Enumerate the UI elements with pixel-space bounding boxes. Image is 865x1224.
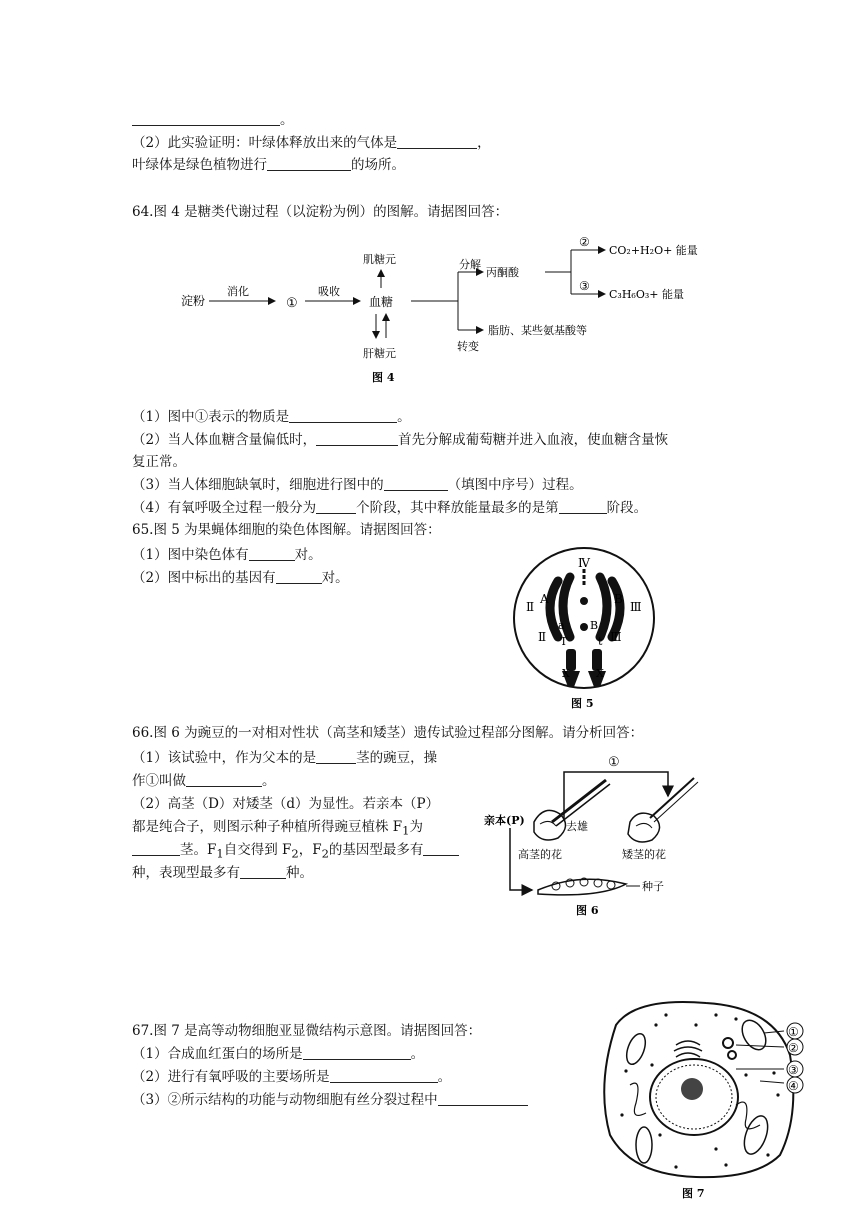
liver-glycogen-label: 肝糖元: [363, 347, 396, 360]
q64-q2-line: [132, 428, 668, 448]
chromosome-iv-dot: [580, 597, 588, 605]
q64-q1-line: [132, 405, 411, 425]
nucleolus: [681, 1078, 703, 1100]
tweezers: [552, 780, 606, 822]
answer-blank[interactable]: [438, 1091, 528, 1106]
q63-part2-line2: [132, 153, 405, 173]
gene-a-label: a: [558, 619, 565, 632]
text: （2）进行有氧呼吸的主要场所是: [132, 1069, 330, 1085]
chromosome-iii-left: [600, 577, 607, 637]
q66-line6: [132, 861, 313, 881]
pyruvate-label: 丙酮酸: [486, 266, 519, 279]
text: 的场所。: [351, 157, 405, 173]
mitochondrion: [636, 1127, 652, 1163]
subscript: 1: [216, 846, 224, 861]
answer-blank[interactable]: [316, 431, 398, 446]
answer-blank[interactable]: [249, 546, 295, 561]
figure-5-chromosome-diagram: [500, 537, 670, 715]
answer-blank[interactable]: [132, 841, 180, 856]
answer-blank[interactable]: [316, 749, 356, 764]
q64-title: 64.图 4 是糖类代谢过程（以淀粉为例）的图解。请据图回答：: [132, 204, 509, 220]
text: ，: [477, 135, 491, 151]
figure-7-caption: 图 7: [682, 1187, 705, 1200]
answer-blank[interactable]: [132, 111, 280, 126]
chromosome-ii-left: [550, 581, 558, 637]
figure-7-animal-cell-diagram: [596, 985, 810, 1205]
label-III-top: Ⅲ: [630, 600, 642, 614]
label-2: ②: [788, 1041, 799, 1055]
seed-label: 种子: [642, 880, 664, 893]
text: 茎。F: [180, 842, 217, 858]
q67-q1-line: [132, 1042, 424, 1062]
text: 首先分解成葡萄糖并进入血液，使血糖含量恢: [398, 432, 669, 448]
text: 。: [437, 1069, 452, 1085]
text: 的基因型最多有: [328, 842, 424, 858]
muscle-glycogen-label: 肌糖元: [363, 253, 396, 266]
q64-q4-line: [132, 496, 647, 516]
q66-title: 66.图 6 为豌豆的一对相对性状（高茎和矮茎）遗传试验过程部分图解。请分析回答：: [132, 725, 644, 741]
figure-6-caption: 图 6: [576, 904, 599, 917]
q64-q2-line2: 复正常。: [132, 454, 186, 470]
answer-blank[interactable]: [397, 134, 477, 149]
text: 。: [410, 1046, 425, 1062]
q67-q3-line: [132, 1088, 528, 1108]
answer-blank[interactable]: [330, 1068, 438, 1083]
answer-blank[interactable]: [289, 408, 397, 423]
answer-blank[interactable]: [267, 156, 351, 171]
label-II-bottom: Ⅱ: [538, 630, 547, 644]
gene-B-lower-label: B: [590, 619, 599, 632]
brush: [650, 778, 694, 818]
decompose-label: 分解: [459, 258, 481, 271]
answer-blank[interactable]: [384, 476, 448, 491]
digest-label: 消化: [227, 285, 249, 298]
figure-6-pea-cross-diagram: [480, 752, 730, 920]
answer-blank[interactable]: [303, 1045, 411, 1060]
answer-blank[interactable]: [276, 569, 322, 584]
text: 。: [262, 773, 276, 789]
q63-part2-line: [132, 131, 491, 151]
label-X-right: X: [596, 667, 604, 680]
blood-sugar-label: 血糖: [369, 295, 394, 309]
label-4: ④: [788, 1079, 799, 1093]
circle-2-label: ②: [579, 235, 590, 249]
answer-blank[interactable]: [186, 772, 262, 787]
text: （1）该试验中，作为父本的是: [132, 750, 317, 766]
text: （1）图中染色体有: [132, 547, 249, 563]
q65-q2-line: [132, 566, 349, 586]
absorb-label: 吸收: [318, 285, 340, 298]
parent-label: 亲本(P): [484, 814, 525, 827]
text: 为: [409, 819, 423, 835]
figure-5-caption: 图 5: [571, 697, 594, 710]
fat-aminoacid-label: 脂肪、某些氨基酸等: [488, 324, 587, 337]
q65-title: 65.图 5 为果蝇体细胞的染色体图解。请据图回答：: [132, 522, 441, 538]
text: 叶绿体是绿色植物进行: [132, 157, 267, 173]
answer-blank[interactable]: [423, 841, 459, 856]
answer-blank[interactable]: [559, 499, 607, 514]
text: 对。: [294, 547, 322, 563]
emasculate-label: 去雄: [566, 820, 588, 833]
text: 。: [280, 112, 294, 128]
circle-1-label: ①: [286, 296, 298, 311]
text: 自交得到 F: [223, 842, 292, 858]
gene-T-label: T: [560, 635, 568, 648]
gene-t-label: t: [598, 635, 603, 648]
text: （4）有氧呼吸全过程一般分为: [132, 500, 317, 516]
text: （2）图中标出的基因有: [132, 570, 276, 586]
text: 种，表现型最多有: [132, 865, 240, 881]
q67-q2-line: [132, 1065, 451, 1085]
text: （2）此实验证明：叶绿体释放出来的气体是: [132, 135, 398, 151]
subscript: 2: [291, 846, 299, 861]
text: 作①叫做: [132, 773, 186, 789]
label-1: ①: [788, 1025, 799, 1039]
operation-1-label: ①: [608, 755, 620, 770]
short-flower-shape: [628, 813, 660, 842]
text: （3）②所示结构的功能与动物细胞有丝分裂过程中: [132, 1092, 438, 1108]
text: 阶段。: [606, 500, 648, 516]
starch-label: 淀粉: [181, 294, 206, 308]
q66-line2: [132, 769, 276, 789]
text: （1）图中①表示的物质是: [132, 409, 290, 425]
gene-B-label: B: [614, 592, 623, 606]
text: ，F: [298, 842, 322, 858]
q66-line1: [132, 746, 437, 766]
text: 都是纯合子，则图示种子种植所得豌豆植株 F: [132, 819, 403, 835]
q64-q3-line: [132, 473, 583, 493]
text: （填图中序号）过程。: [447, 477, 583, 493]
q63-line-tail: [132, 108, 294, 128]
label-X-left: X: [562, 667, 570, 680]
subscript: 2: [321, 846, 329, 861]
subscript: 1: [402, 823, 410, 838]
figure-4-caption: 图 4: [372, 371, 395, 384]
text: 对。: [321, 570, 349, 586]
label-3: ③: [788, 1063, 799, 1077]
figure-4-metabolism-diagram: [175, 228, 715, 390]
answer-blank[interactable]: [240, 864, 286, 879]
text: 茎的豌豆，操: [356, 750, 438, 766]
label-IV: Ⅳ: [578, 556, 590, 570]
tall-flower-label: 高茎的花: [518, 848, 562, 861]
text: 。: [397, 409, 411, 425]
short-flower-label: 矮茎的花: [622, 848, 666, 861]
text: （1）合成血红蛋白的场所是: [132, 1046, 303, 1062]
label-II-top: Ⅱ: [526, 600, 535, 614]
label-III-bottom: Ⅲ: [610, 630, 622, 644]
q67-title: 67.图 7 是高等动物细胞亚显微结构示意图。请据图回答：: [132, 1023, 482, 1039]
answer-blank[interactable]: [316, 499, 356, 514]
q66-line5: [132, 838, 459, 861]
q65-q1-line: [132, 543, 322, 563]
q66-line4: [132, 815, 423, 838]
product-2-label: CO₂+H₂O+ 能量: [609, 244, 698, 257]
gene-A-label: A: [540, 592, 549, 606]
text: （2）当人体血糖含量偏低时，: [132, 432, 317, 448]
text: 种。: [286, 865, 313, 881]
chromosome-iii-right: [612, 581, 620, 637]
q66-line3: （2）高茎（D）对矮茎（d）为显性。若亲本（P）: [132, 796, 440, 812]
text: 个阶段，其中释放能量最多的是第: [356, 500, 559, 516]
circle-3-label: ③: [579, 279, 590, 293]
text: （3）当人体细胞缺氧时，细胞进行图中的: [132, 477, 384, 493]
transform-label: 转变: [457, 340, 479, 353]
product-3-label: C₃H₆O₃+ 能量: [609, 288, 684, 301]
